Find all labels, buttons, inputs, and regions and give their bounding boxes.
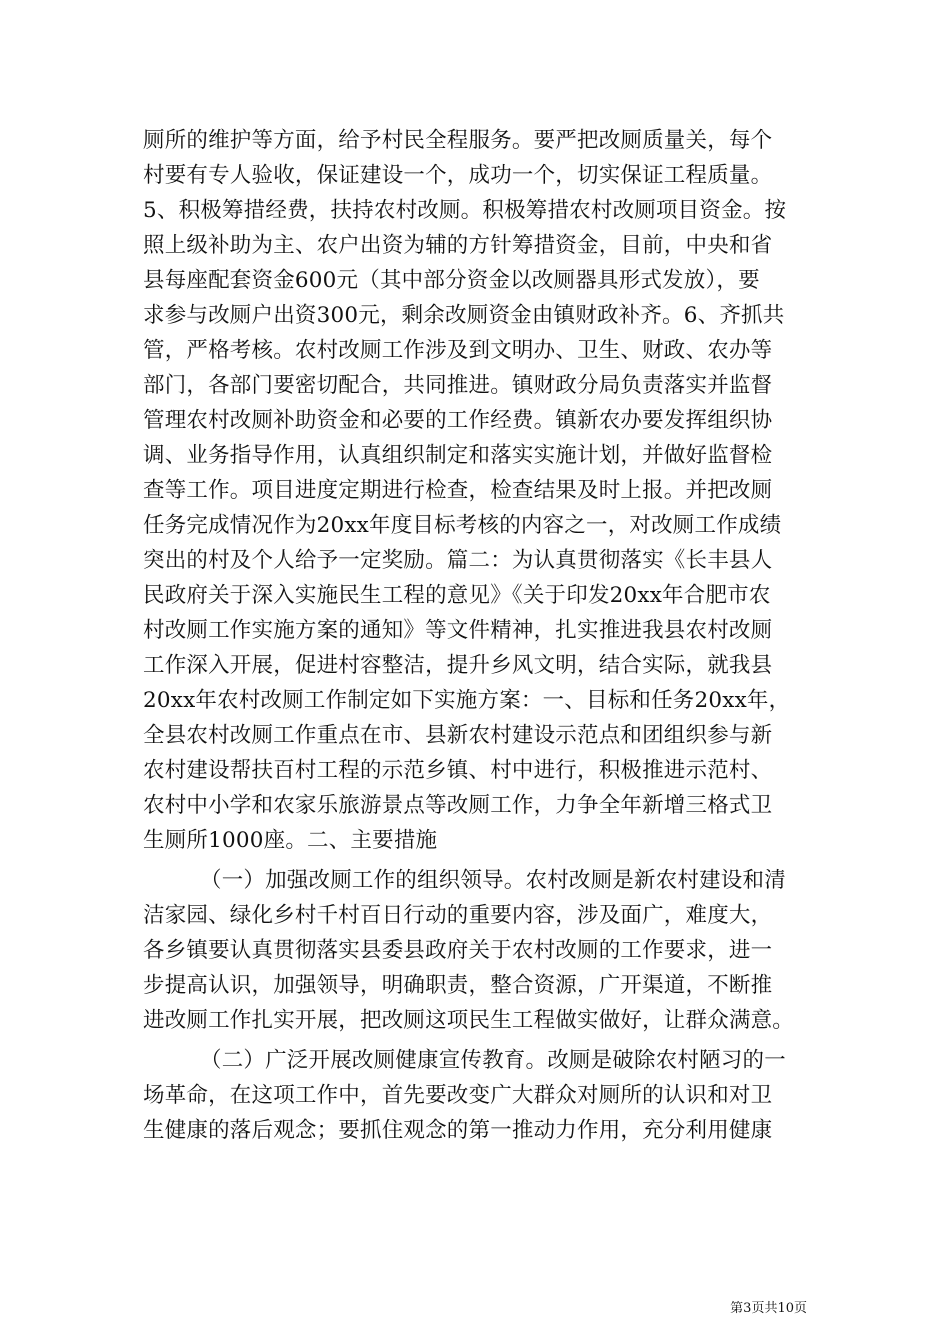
text-line: 查等工作。项目进度定期进行检查，检查结果及时上报。并把改厕 bbox=[143, 478, 773, 503]
text-line: 任务完成情况作为20xx年度目标考核的内容之一，对改厕工作成绩 bbox=[143, 513, 782, 538]
text-line: 求参与改厕户出资300元，剩余改厕资金由镇财政补齐。6、齐抓共 bbox=[143, 303, 785, 328]
text-line: 场革命，在这项工作中，首先要改变广大群众对厕所的认识和对卫 bbox=[143, 1083, 773, 1108]
text-line: 农村中小学和农家乐旅游景点等改厕工作，力争全年新增三格式卫 bbox=[143, 793, 773, 818]
text-line: 调、业务指导作用，认真组织制定和落实实施计划，并做好监督检 bbox=[143, 443, 773, 468]
text-line: 管理农村改厕补助资金和必要的工作经费。镇新农办要发挥组织协 bbox=[143, 408, 773, 433]
text-line: 村改厕工作实施方案的通知》等文件精神，扎实推进我县农村改厕 bbox=[143, 618, 773, 643]
text-line: 突出的村及个人给予一定奖励。篇二：为认真贯彻落实《长丰县人 bbox=[143, 548, 773, 573]
paragraph-first-line: （一）加强改厕工作的组织领导。农村改厕是新农村建设和清 bbox=[200, 868, 786, 893]
text-line: 各乡镇要认真贯彻落实县委县政府关于农村改厕的工作要求，进一 bbox=[143, 938, 773, 963]
text-line: 部门，各部门要密切配合，共同推进。镇财政分局负责落实并监督 bbox=[143, 373, 773, 398]
text-line: 进改厕工作扎实开展，把改厕这项民生工程做实做好，让群众满意。 bbox=[143, 1008, 795, 1033]
text-line: 步提高认识，加强领导，明确职责，整合资源，广开渠道，不断推 bbox=[143, 973, 773, 998]
text-line: 管，严格考核。农村改厕工作涉及到文明办、卫生、财政、农办等 bbox=[143, 338, 773, 363]
text-line: 工作深入开展，促进村容整洁，提升乡风文明，结合实际，就我县 bbox=[143, 653, 773, 678]
text-line: 厕所的维护等方面，给予村民全程服务。要严把改厕质量关，每个 bbox=[143, 128, 773, 153]
text-line: 照上级补助为主、农户出资为辅的方针筹措资金，目前，中央和省 bbox=[143, 233, 773, 258]
text-line: 县每座配套资金600元（其中部分资金以改厕器具形式发放），要 bbox=[143, 268, 760, 293]
text-line: 生健康的落后观念；要抓住观念的第一推动力作用，充分利用健康 bbox=[143, 1118, 773, 1143]
page-number: 第3页共10页 bbox=[730, 1301, 807, 1316]
text-line: 5、积极筹措经费，扶持农村改厕。积极筹措农村改厕项目资金。按 bbox=[143, 198, 787, 223]
text-line: 村要有专人验收，保证建设一个，成功一个，切实保证工程质量。 bbox=[143, 163, 773, 188]
text-line: 20xx年农村改厕工作制定如下实施方案：一、目标和任务20xx年， bbox=[143, 688, 791, 713]
paragraph-first-line: （二）广泛开展改厕健康宣传教育。改厕是破除农村陋习的一 bbox=[200, 1048, 786, 1073]
text-line: 农村建设帮扶百村工程的示范乡镇、村中进行，积极推进示范村、 bbox=[143, 758, 773, 783]
text-line: 洁家园、绿化乡村千村百日行动的重要内容，涉及面广，难度大， bbox=[143, 903, 773, 928]
text-line: 民政府关于深入实施民生工程的意见》《关于印发20xx年合肥市农 bbox=[143, 583, 771, 608]
text-line: 生厕所1000座。二、主要措施 bbox=[143, 828, 438, 853]
text-line: 全县农村改厕工作重点在市、县新农村建设示范点和团组织参与新 bbox=[143, 723, 773, 748]
